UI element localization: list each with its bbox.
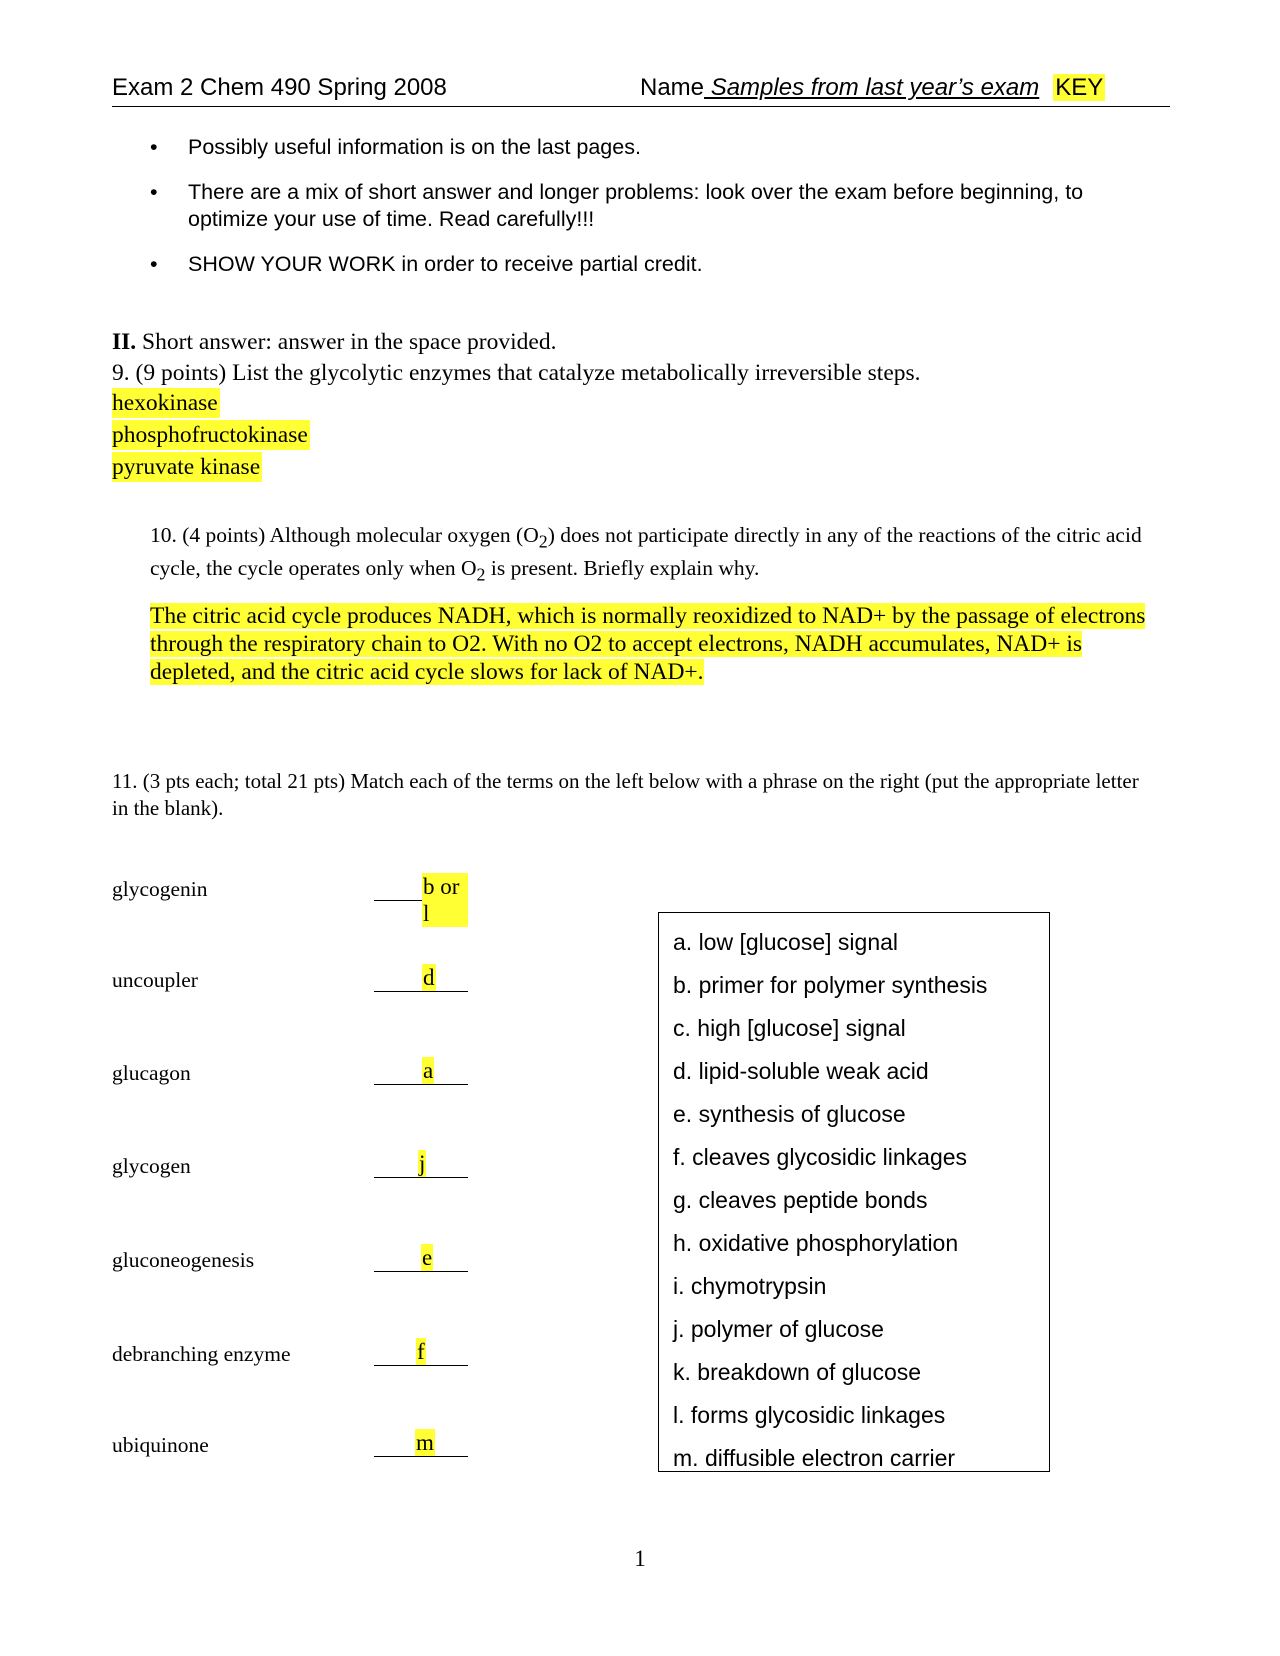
- option-item: e. synthesis of glucose: [673, 1101, 906, 1127]
- answer-letter: a: [423, 1058, 434, 1083]
- option-item: a. low [glucose] signal: [673, 929, 899, 955]
- answer-blank[interactable]: [374, 964, 468, 992]
- option-item: g. cleaves peptide bonds: [673, 1187, 928, 1213]
- name-value: Samples from last year’s exam: [704, 74, 1040, 101]
- question-10-prompt: [150, 522, 1160, 589]
- answer-letter: j: [419, 1151, 426, 1176]
- answer-blank[interactable]: [374, 1338, 468, 1366]
- q9-answer-item: pyruvate kinase: [112, 454, 261, 480]
- answer-letter: m: [416, 1430, 434, 1455]
- match-term: glucagon: [112, 1061, 191, 1085]
- instruction-item: • Possibly useful information is on the last pages.: [150, 134, 1160, 161]
- q10-answer-text: The citric acid cycle produces NADH, which is normally reoxidized to NAD+ by the passage of electrons through the respiratory chain to O2. With no O2 to accept electrons, NADH accumulates, NAD+ is depleted, and the citric acid cycle slows for lack of NAD+.: [150, 603, 1146, 685]
- match-term: gluconeogenesis: [112, 1248, 255, 1272]
- section-heading: [112, 326, 556, 358]
- instructions-list: [150, 134, 1160, 296]
- q10-prompt-part: ) does not participate directly in any of the reactions of the citric acid cycle, the cycle operates only when O: [150, 523, 1142, 581]
- question-11-prompt: 11. (3 pts each; total 21 pts) Match each of the terms on the left below with a phrase on the right (put the appropriate letter in the blank).: [112, 769, 1139, 820]
- q10-prompt-part: is present. Briefly explain why.: [485, 556, 760, 581]
- answer-blank[interactable]: [374, 1244, 468, 1272]
- subscript: 2: [538, 531, 548, 552]
- key-badge: KEY: [1055, 74, 1104, 101]
- answer-letter: e: [422, 1245, 433, 1270]
- option-item: c. high [glucose] signal: [673, 1015, 906, 1041]
- answer-letter: f: [417, 1339, 425, 1364]
- option-item: m. diffusible electron carrier: [673, 1445, 956, 1471]
- name-line: [640, 74, 1105, 102]
- name-label: Name: [640, 74, 705, 101]
- option-item: b. primer for polymer synthesis: [673, 972, 988, 998]
- page-number: 1: [634, 1546, 646, 1571]
- instruction-item: • SHOW YOUR WORK in order to receive partial credit.: [150, 251, 1160, 278]
- section-title: Short answer: answer in the space provided.: [136, 329, 557, 355]
- option-item: i. chymotrypsin: [673, 1273, 827, 1299]
- question-9-prompt: 9. (9 points) List the glycolytic enzymes that catalyze metabolically irreversible steps.: [112, 360, 921, 386]
- answer-blank[interactable]: [374, 1150, 468, 1178]
- match-term: uncoupler: [112, 968, 198, 992]
- options-box: [658, 912, 1050, 1472]
- option-item: h. oxidative phosphorylation: [673, 1230, 959, 1256]
- answer-letter: b or l: [422, 873, 468, 927]
- answer-letter: d: [423, 965, 435, 990]
- q9-answer-item: phosphofructokinase: [112, 422, 308, 448]
- option-item: j. polymer of glucose: [673, 1316, 884, 1342]
- option-item: k. breakdown of glucose: [673, 1359, 922, 1385]
- option-item: l. forms glycosidic linkages: [673, 1402, 946, 1428]
- subscript: 2: [476, 564, 486, 585]
- option-item: d. lipid-soluble weak acid: [673, 1058, 929, 1084]
- option-item: f. cleaves glycosidic linkages: [673, 1144, 968, 1170]
- match-term: ubiquinone: [112, 1433, 209, 1457]
- section-number: II.: [112, 329, 137, 355]
- answer-blank[interactable]: [374, 1057, 468, 1085]
- match-term: glycogenin: [112, 877, 208, 901]
- match-term: debranching enzyme: [112, 1342, 291, 1366]
- instruction-item: • There are a mix of short answer and longer problems: look over the exam before beginning, to optimize your use of time. Read carefully!!!: [150, 179, 1160, 233]
- options-list: [673, 921, 987, 1480]
- q10-prompt-part: 10. (4 points) Although molecular oxygen (O: [150, 523, 539, 547]
- answer-blank[interactable]: [374, 873, 468, 926]
- exam-title: Exam 2 Chem 490 Spring 2008: [112, 74, 447, 101]
- page-header: [112, 74, 1170, 107]
- question-10-answer: [150, 602, 1160, 686]
- match-term: glycogen: [112, 1154, 191, 1178]
- q9-answer-item: hexokinase: [112, 390, 218, 416]
- answer-blank[interactable]: [374, 1429, 468, 1457]
